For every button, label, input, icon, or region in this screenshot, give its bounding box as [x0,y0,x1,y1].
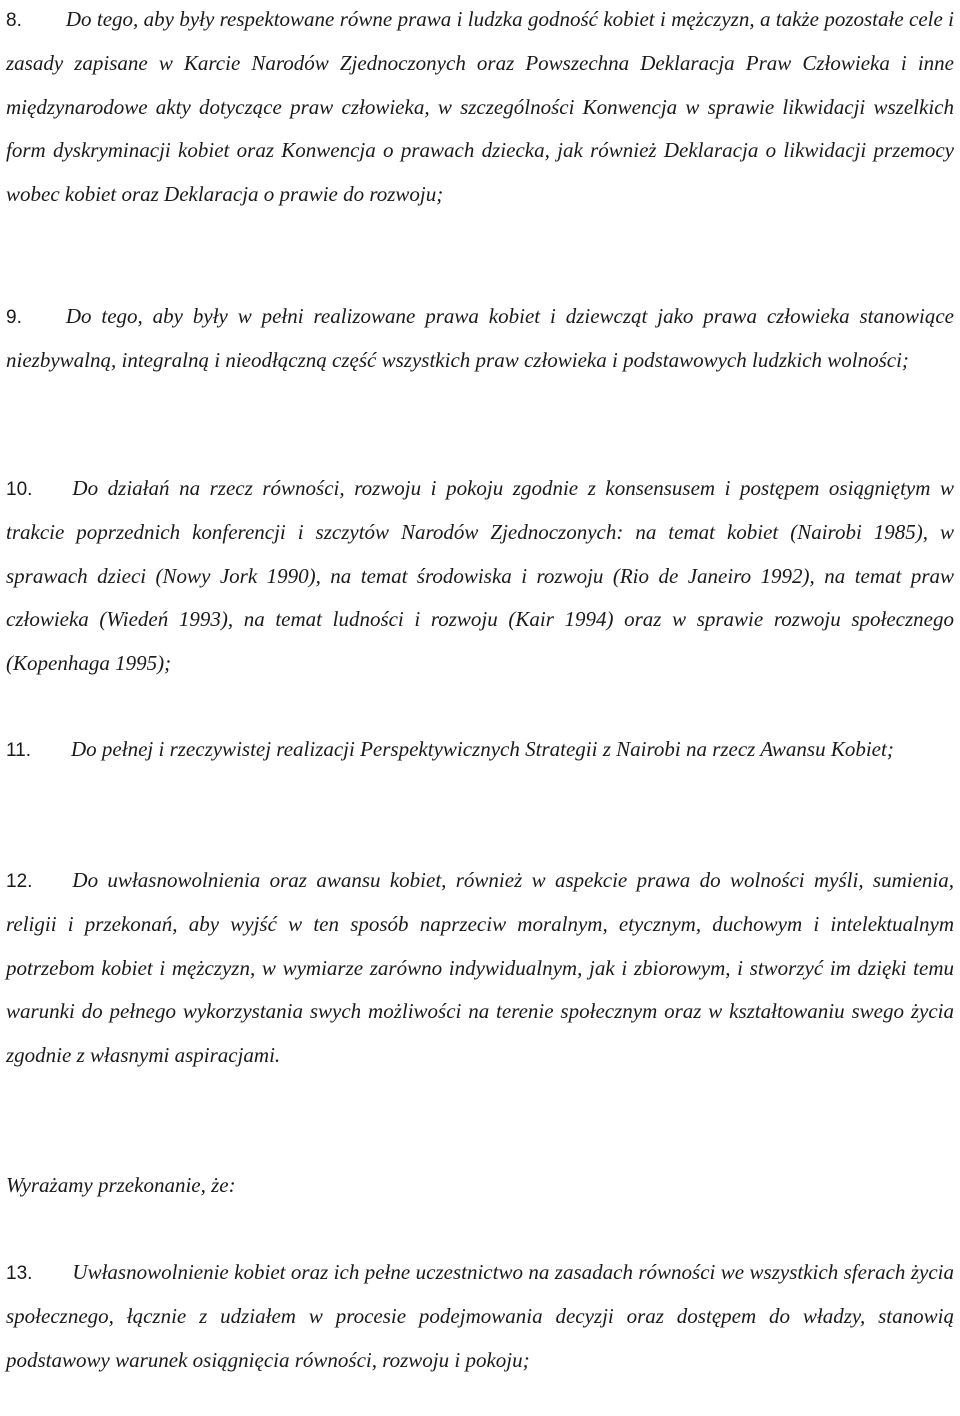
paragraph-13 [6,1251,954,1382]
paragraph-text: Do uwłasnowolnienia oraz awansu kobiet, również w aspekcie prawa do wolności myśli, sumienia, religii i przekonań, aby wyjść w ten sposób naprzeciw moralnym, etycznym, duchowym i intelektualnym potrzebom kobiet i mężczyzn, w wymiarze zarówno indywidualnym, jak i zbiorowym, i stworzyć im dzięki temu warunki do pełnego wykorzystania swych możliwości na terenie społecznym oraz w kształtowaniu swego życia zgodnie z własnymi aspiracjami. [6,868,954,1067]
paragraph-number: 11. [6,740,32,761]
paragraph-10 [6,467,954,685]
section-heading: Wyrażamy przekonanie, że: [6,1173,236,1197]
paragraph-11 [6,728,954,772]
paragraph-12 [6,859,954,1077]
paragraph-number: 10. [6,479,33,500]
paragraph-text: Do tego, aby były respektowane równe prawa i ludzka godność kobiet i mężczyzn, a także pozostałe cele i zasady zapisane w Karcie Narodów Zjednoczonych oraz Powszechna Deklaracja Praw Człowieka i inne międzynarodowe akty dotyczące praw człowieka, w szczególności Konwencja w sprawie likwidacji wszelkich form dyskryminacji kobiet oraz Konwencja o prawach dziecka, jak również Deklaracja o likwidacji przemocy wobec kobiet oraz Deklaracja o prawie do rozwoju; [6,7,954,206]
paragraph-number: 8. [6,10,22,31]
paragraph-text: Do działań na rzecz równości, rozwoju i pokoju zgodnie z konsensusem i postępem osiągniętym w trakcie poprzednich konferencji i szczytów Narodów Zjednoczonych: na temat kobiet (Nairobi 1985), w sprawach dzieci (Nowy Jork 1990), na temat środowiska i rozwoju (Rio de Janeiro 1992), na temat praw człowieka (Wiedeń 1993), na temat ludności i rozwoju (Kair 1994) oraz w sprawie rozwoju społecznego (Kopenhaga 1995); [6,476,954,675]
paragraph-text: Do pełnej i rzeczywistej realizacji Perspektywicznych Strategii z Nairobi na rzecz Awansu Kobiet; [71,737,894,761]
paragraph-number: 12. [6,871,33,892]
paragraph-text: Do tego, aby były w pełni realizowane prawa kobiet i dziewcząt jako prawa człowieka stanowiące niezbywalną, integralną i nieodłączną część wszystkich praw człowieka i podstawowych ludzkich wolności; [6,304,954,373]
paragraph-9 [6,295,954,383]
paragraph-number: 13. [6,1263,33,1284]
paragraph-number: 9. [6,307,22,328]
paragraph-text: Uwłasnowolnienie kobiet oraz ich pełne uczestnictwo na zasadach równości we wszystkich sferach życia społecznego, łącznie z udziałem w procesie podejmowania decyzji oraz dostępem do władzy, stanowią podstawowy warunek osiągnięcia równości, rozwoju i pokoju; [6,1260,954,1372]
paragraph-8 [6,0,954,216]
